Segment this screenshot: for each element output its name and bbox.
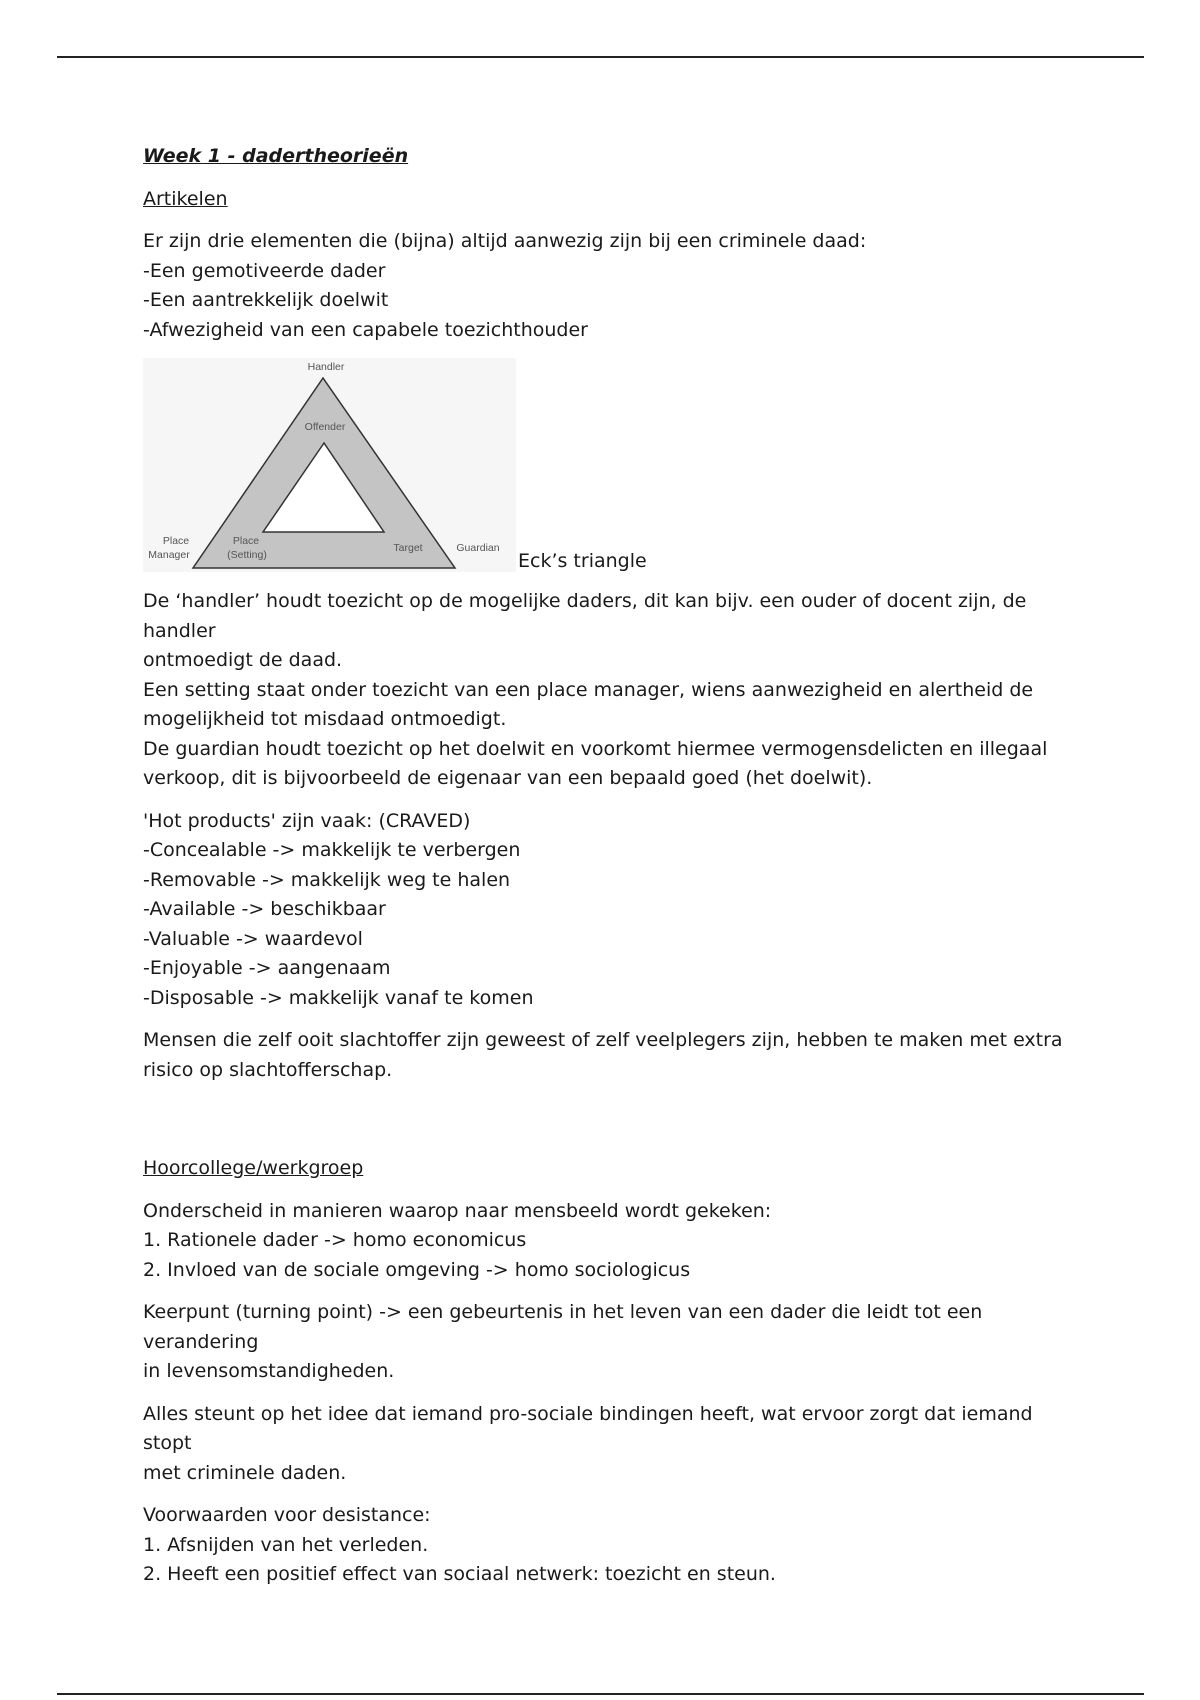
document-body bbox=[143, 142, 1063, 1603]
list-item: -Een gemotiveerde dader bbox=[143, 259, 386, 282]
list-item: -Valuable -> waardevol bbox=[143, 927, 363, 950]
place-manager-label-line2: Manager bbox=[148, 549, 190, 561]
page-bottom-rule bbox=[57, 1693, 1144, 1695]
text-line: De guardian houdt toezicht op het doelwit en voorkomt hiermee vermogensdelicten en illegaal bbox=[143, 737, 1048, 760]
list-item: -Enjoyable -> aangenaam bbox=[143, 957, 391, 979]
text-line: De ‘handler’ houdt toezicht op de mogelijke daders, dit kan bijv. een ouder of docent zijn, de handler bbox=[143, 590, 1027, 642]
list-item: 2. Heeft een positief effect van sociaal netwerk: toezicht en steun. bbox=[143, 1563, 776, 1585]
elements-paragraph bbox=[143, 227, 1063, 345]
figure-caption: Eck’s triangle bbox=[518, 550, 647, 572]
text-line: Mensen die zelf ooit slachtoffer zijn geweest of zelf veelplegers zijn, hebben te maken met extra bbox=[143, 1029, 1063, 1051]
list-item: 1. Rationele dader -> homo economicus bbox=[143, 1229, 527, 1251]
text-line: Een setting staat onder toezicht van een place manager, wiens aanwezigheid en alertheid de bbox=[143, 678, 1034, 701]
list-item: 2. Invloed van de sociale omgeving -> homo sociologicus bbox=[143, 1258, 691, 1281]
text-line: verkoop, dit is bijvoorbeeld de eigenaar van een bepaald goed (het doelwit). bbox=[143, 767, 873, 789]
guardian-label: Guardian bbox=[456, 542, 500, 554]
text-line: risico op slachtofferschap. bbox=[143, 1058, 393, 1081]
eck-triangle-figure bbox=[143, 358, 1063, 572]
text-line: ontmoedigt de daad. bbox=[143, 649, 343, 671]
list-item: -Een aantrekkelijk doelwit bbox=[143, 289, 389, 311]
list-item: -Available -> beschikbaar bbox=[143, 898, 386, 920]
mensbeeld-intro: Onderscheid in manieren waarop naar mensbeeld wordt gekeken: bbox=[143, 1199, 772, 1222]
place-label-line2: (Setting) bbox=[227, 549, 267, 561]
mensbeeld-paragraph bbox=[143, 1197, 1063, 1286]
desistance-intro: Voorwaarden voor desistance: bbox=[143, 1504, 431, 1526]
section-heading-hoorcollege: Hoorcollege/werkgroep bbox=[143, 1157, 364, 1179]
handler-label: Handler bbox=[307, 361, 345, 373]
place-manager-label-line1: Place bbox=[162, 535, 190, 547]
text-line: met criminele daden. bbox=[143, 1461, 347, 1484]
section-spacer bbox=[143, 1098, 1063, 1154]
place-label-line1: Place bbox=[232, 535, 260, 547]
list-item: -Afwezigheid van een capabele toezichthouder bbox=[143, 318, 588, 341]
triangle-diagram bbox=[143, 358, 516, 572]
list-item: -Concealable -> makkelijk te verbergen bbox=[143, 839, 521, 861]
keerpunt-paragraph bbox=[143, 1298, 1063, 1387]
section-heading-artikelen: Artikelen bbox=[143, 187, 228, 210]
craved-intro: 'Hot products' zijn vaak: (CRAVED) bbox=[143, 809, 471, 832]
craved-paragraph bbox=[143, 807, 1063, 1014]
offender-label: Offender bbox=[304, 421, 346, 433]
list-item: -Disposable -> makkelijk vanaf te komen bbox=[143, 986, 534, 1009]
page-title: Week 1 - dadertheorieën bbox=[143, 145, 409, 167]
target-label: Target bbox=[393, 542, 423, 554]
text-line: Alles steunt op het idee dat iemand pro-sociale bindingen heeft, wat ervoor zorgt dat iemand stopt bbox=[143, 1402, 1033, 1454]
desistance-paragraph bbox=[143, 1501, 1063, 1590]
explanation-paragraph bbox=[143, 587, 1063, 794]
text-line: in levensomstandigheden. bbox=[143, 1360, 395, 1382]
victim-paragraph bbox=[143, 1026, 1063, 1085]
elements-intro: Er zijn drie elementen die (bijna) altijd aanwezig zijn bij een criminele daad: bbox=[143, 230, 867, 252]
list-item: 1. Afsnijden van het verleden. bbox=[143, 1533, 429, 1556]
list-item: -Removable -> makkelijk weg te halen bbox=[143, 868, 511, 891]
bindingen-paragraph bbox=[143, 1400, 1063, 1489]
text-line: Keerpunt (turning point) -> een gebeurtenis in het leven van een dader die leidt tot een verandering bbox=[143, 1301, 983, 1353]
page-top-rule bbox=[57, 56, 1144, 58]
text-line: mogelijkheid tot misdaad ontmoedigt. bbox=[143, 708, 507, 730]
triangle-svg bbox=[143, 358, 516, 572]
